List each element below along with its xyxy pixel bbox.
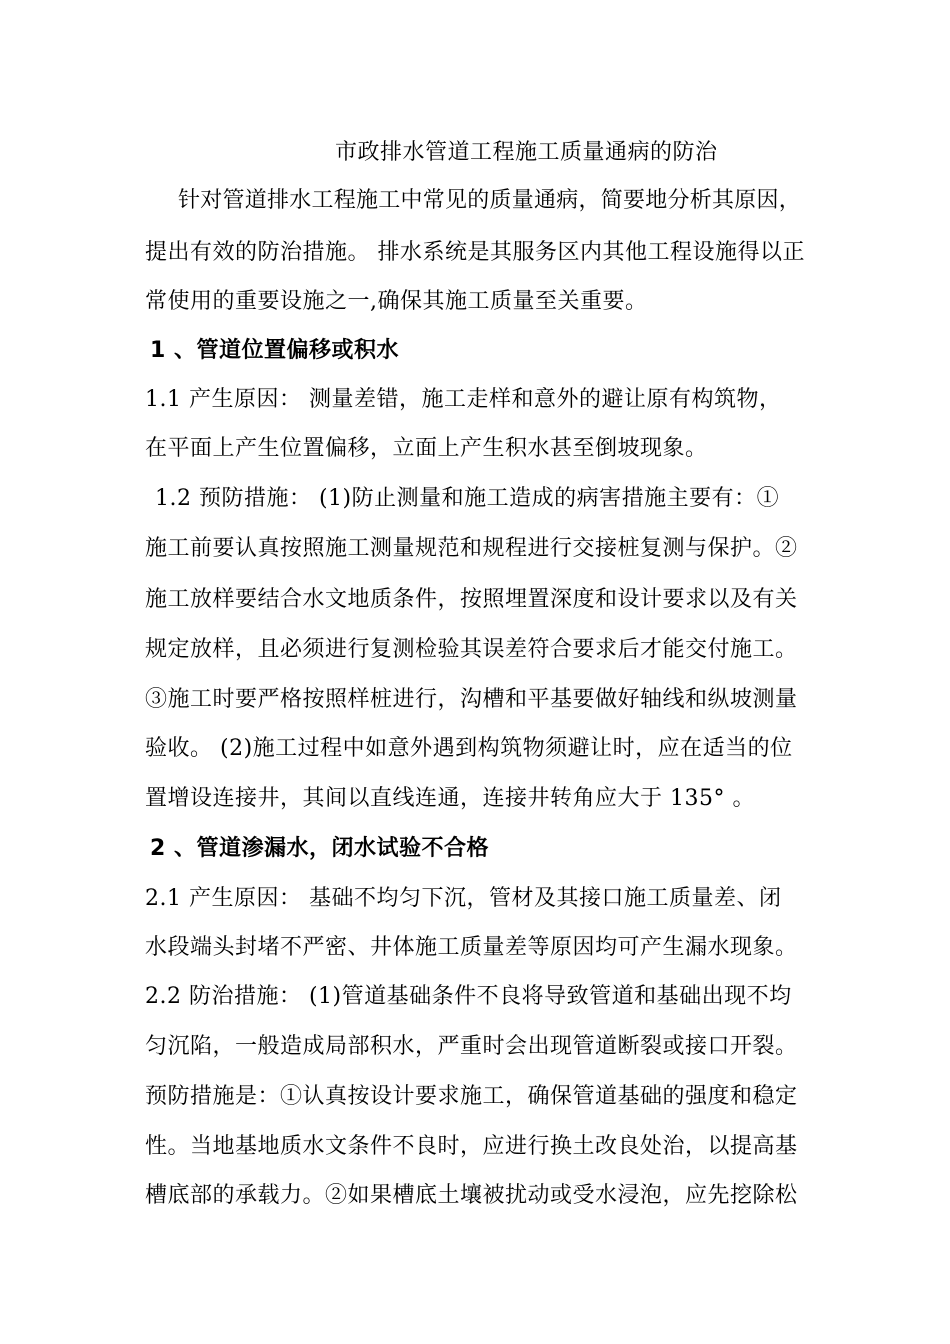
paragraph-line: 验收。 (2)施工过程中如意外遇到构筑物须避让时，应在适当的位 (145, 736, 793, 761)
paragraph-line: 施工放样要结合水文地质条件，按照埋置深度和设计要求以及有关 (145, 587, 798, 612)
paragraph-line: 常使用的重要设施之一,确保其施工质量至关重要。 (145, 289, 648, 314)
paragraph-line: 2.1 产生原因： 基础不均匀下沉，管材及其接口施工质量差、闭 (145, 886, 782, 911)
document-title: 市政排水管道工程施工质量通病的防治 (335, 140, 718, 165)
paragraph-line: 1.1 产生原因： 测量差错，施工走样和意外的避让原有构筑物， (145, 387, 782, 412)
paragraph-line: 针对管道排水工程施工中常见的质量通病，简要地分析其原因， (178, 188, 802, 213)
paragraph-line: 施工前要认真按照施工测量规范和规程进行交接桩复测与保护。② (145, 536, 798, 561)
paragraph-line: 规定放样，且必须进行复测检验其误差符合要求后才能交付施工。 (145, 637, 798, 662)
paragraph-line: 1.2 预防措施： (1)防止测量和施工造成的病害措施主要有：① (155, 486, 780, 511)
paragraph-line: 2.2 防治措施： (1)管道基础条件不良将导致管道和基础出现不均 (145, 984, 792, 1009)
paragraph-line: 置增设连接井，其间以直线连通，连接井转角应大于 135° 。 (145, 786, 755, 811)
section-heading-1: 1 、管道位置偏移或积水 (150, 338, 399, 363)
paragraph-line: 匀沉陷，一般造成局部积水，严重时会出现管道断裂或接口开裂。 (145, 1034, 798, 1059)
paragraph-line: 提出有效的防治措施。 排水系统是其服务区内其他工程设施得以正 (145, 240, 805, 265)
paragraph-line: 槽底部的承载力。②如果槽底土壤被扰动或受水浸泡，应先挖除松 (145, 1183, 798, 1208)
paragraph-line: 性。当地基地质水文条件不良时，应进行换土改良处治，以提高基 (145, 1134, 798, 1159)
section-heading-2: 2 、管道渗漏水，闭水试验不合格 (150, 836, 489, 861)
paragraph-line: ③施工时要严格按照样桩进行，沟槽和平基要做好轴线和纵坡测量 (145, 687, 798, 712)
paragraph-line: 水段端头封堵不严密、井体施工质量差等原因均可产生漏水现象。 (145, 935, 798, 960)
paragraph-line: 在平面上产生位置偏移，立面上产生积水甚至倒坡现象。 (145, 436, 708, 461)
paragraph-line: 预防措施是：①认真按设计要求施工，确保管道基础的强度和稳定 (145, 1084, 798, 1109)
